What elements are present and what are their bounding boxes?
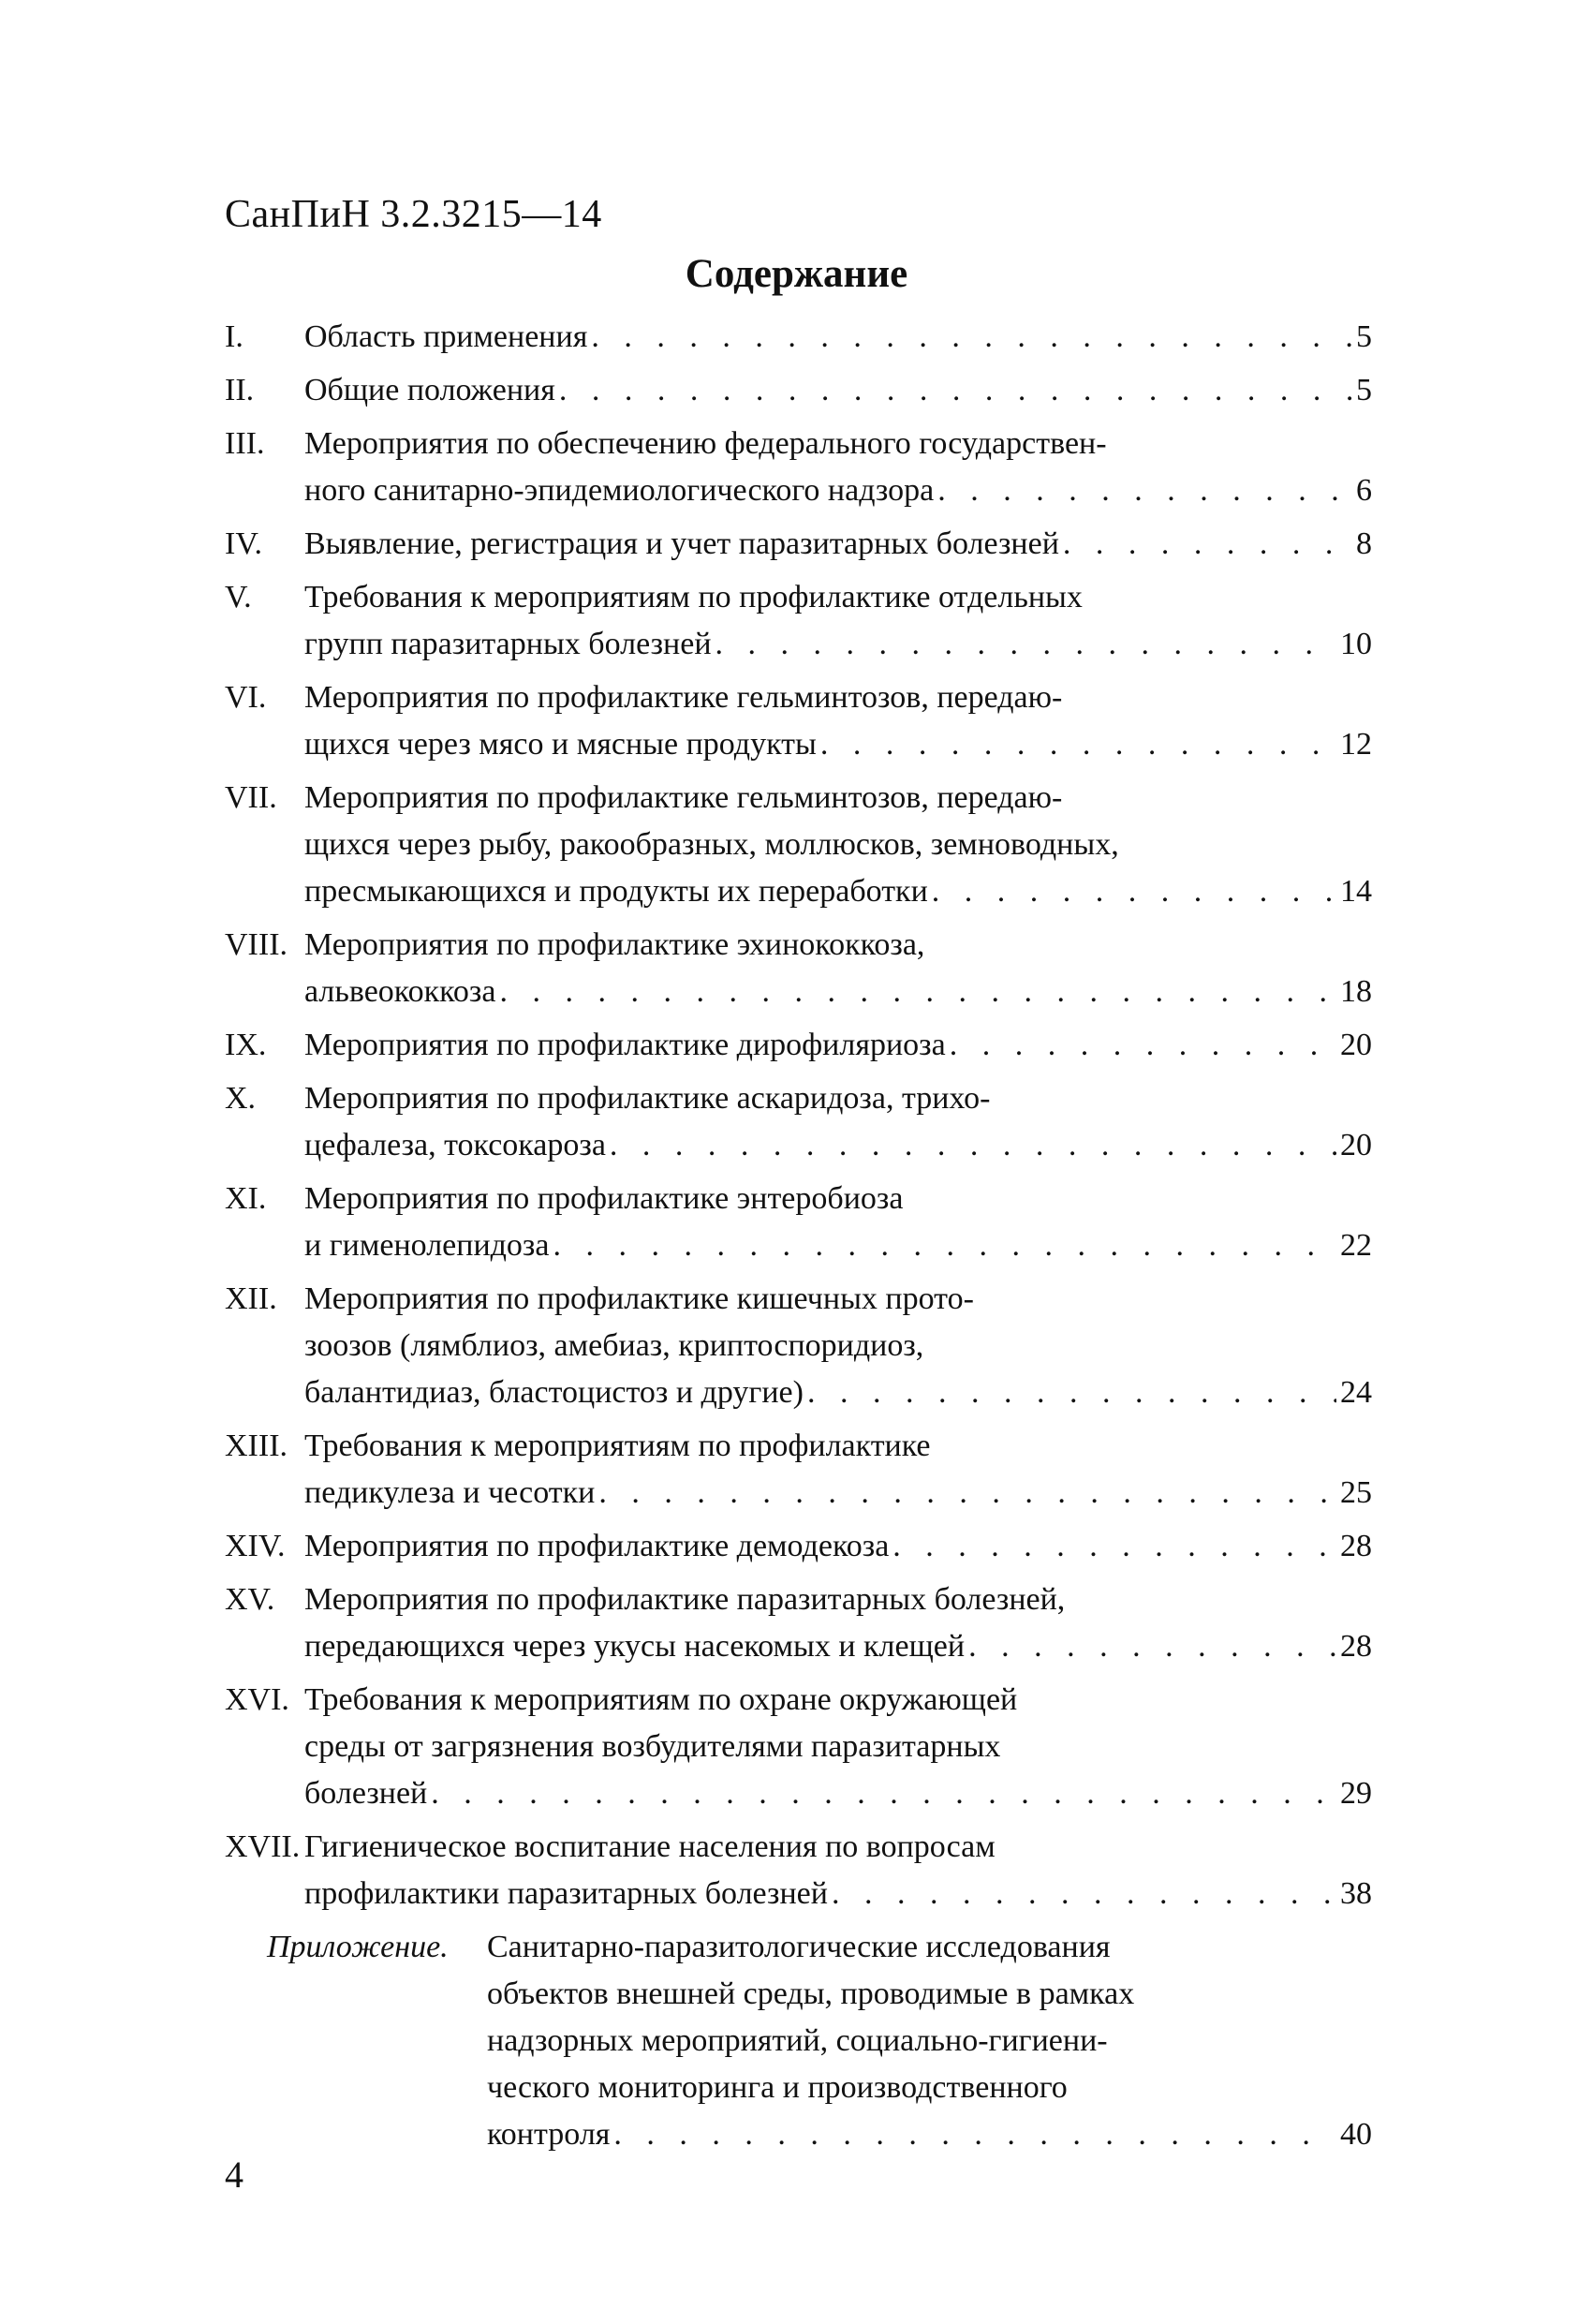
toc-entry-text: Выявление, регистрация и учет паразитарных болезней: [304, 526, 1059, 561]
toc-appendix: [225, 1924, 1372, 2158]
toc-entry-number: XI.: [225, 1181, 267, 1216]
toc-entry: [225, 521, 1372, 568]
toc-entry-page: 20: [1340, 1028, 1372, 1062]
toc-entry-page: 28: [1340, 1629, 1372, 1664]
dot-leader: [598, 1470, 1336, 1517]
dot-leader: [832, 1871, 1336, 1917]
toc-entry-text: профилактики паразитарных болезней: [304, 1876, 828, 1911]
toc-entry-last-line: [304, 1022, 1372, 1069]
toc-entry-last-line: [304, 621, 1372, 668]
toc-entry-text: Требования к мероприятиям по профилактике: [304, 1428, 931, 1463]
toc-entry-last-line: [304, 868, 1372, 915]
toc-entry-page: 18: [1340, 974, 1372, 1009]
toc-entry-number: I.: [225, 319, 243, 354]
toc-entry-text: педикулеза и чесотки: [304, 1475, 596, 1510]
toc-entry-text: Требования к мероприятиям по охране окружающей: [304, 1682, 1018, 1717]
toc-entry-number: XVI.: [225, 1682, 289, 1717]
dot-leader: [968, 1623, 1336, 1670]
toc-entry-text: ного санитарно-эпидемиологического надзора: [304, 473, 935, 508]
toc-entry-text: Общие положения: [304, 373, 555, 407]
toc-entry: [225, 421, 1372, 514]
toc-entry-text: щихся через рыбу, ракообразных, моллюсков, земноводных,: [304, 827, 1119, 862]
dot-leader: [950, 1022, 1336, 1069]
toc-entry-text: Мероприятия по профилактике демодекоза: [304, 1529, 890, 1563]
toc-entry-page: 28: [1340, 1529, 1372, 1563]
dot-leader: [591, 314, 1352, 361]
toc-entry-last-line: [304, 1871, 1372, 1917]
toc-entry-last-line: [304, 467, 1372, 514]
toc-entry-page: 5: [1356, 319, 1372, 354]
toc-entry: [225, 314, 1372, 361]
toc-entry: [225, 1677, 1372, 1817]
toc-entry-last-line: [304, 1623, 1372, 1670]
toc-entry-number: V.: [225, 580, 252, 614]
table-of-contents: [225, 314, 1372, 2158]
toc-entry-number: IV.: [225, 526, 262, 561]
toc-entry-text: Мероприятия по профилактике гельминтозов, передаю-: [304, 680, 1063, 715]
toc-entry: [225, 922, 1372, 1015]
dot-leader: [715, 621, 1336, 668]
toc-entry-last-line: [304, 1770, 1372, 1817]
dot-leader: [553, 1222, 1336, 1269]
toc-entry-page: 20: [1340, 1128, 1372, 1162]
toc-entry-text: болезней: [304, 1776, 428, 1811]
toc-entry-text: цефалеза, токсокароза: [304, 1128, 606, 1162]
toc-entry-page: 8: [1356, 526, 1372, 561]
toc-entry-text: Мероприятия по профилактике кишечных прото-: [304, 1281, 974, 1316]
appendix-text: ческого мониторинга и производственного: [487, 2070, 1068, 2105]
toc-entry-last-line: [304, 1523, 1372, 1570]
toc-entry-page: 6: [1356, 473, 1372, 508]
toc-entry-number: XIV.: [225, 1529, 286, 1563]
toc-entry-text: и гименолепидоза: [304, 1228, 550, 1263]
toc-entry-page: 38: [1340, 1876, 1372, 1911]
toc-entry-last-line: [304, 1122, 1372, 1169]
toc-entry: [225, 367, 1372, 414]
toc-entry: [225, 775, 1372, 915]
toc-entry: [225, 1176, 1372, 1269]
toc-entry-page: 10: [1340, 627, 1372, 661]
dot-leader: [937, 467, 1352, 514]
toc-entry-last-line: [304, 1369, 1372, 1416]
toc-entry-last-line: [304, 969, 1372, 1015]
toc-entry: [225, 1075, 1372, 1169]
toc-entry-text: Область применения: [304, 319, 588, 354]
toc-entry-page: 25: [1340, 1475, 1372, 1510]
toc-entry: [225, 674, 1372, 768]
toc-entry-text: Мероприятия по профилактике дирофиляриоза: [304, 1028, 946, 1062]
toc-entry-page: 29: [1340, 1776, 1372, 1811]
toc-entry-last-line: [304, 367, 1372, 414]
toc-entry-page: 12: [1340, 727, 1372, 762]
toc-entry-text: Мероприятия по профилактике паразитарных болезней,: [304, 1582, 1066, 1617]
toc-entry-text: передающихся через укусы насекомых и клещей: [304, 1629, 966, 1664]
toc-entry-text: щихся через мясо и мясные продукты: [304, 727, 817, 762]
toc-entry-text: альвеококкоза: [304, 974, 496, 1009]
toc-entry-text: Мероприятия по профилактике эхинококкоза,: [304, 927, 925, 962]
dot-leader: [610, 1122, 1336, 1169]
dot-leader: [499, 969, 1336, 1015]
toc-entry-number: IX.: [225, 1028, 267, 1062]
appendix-page: 40: [1340, 2117, 1372, 2152]
toc-title: Содержание: [685, 252, 908, 296]
toc-entry-text: Требования к мероприятиям по профилактике отдельных: [304, 580, 1083, 614]
toc-entry-number: VII.: [225, 780, 277, 815]
toc-entry-text: Мероприятия по профилактике аскаридоза, трихо-: [304, 1081, 991, 1116]
toc-entry-last-line: [304, 314, 1372, 361]
dot-leader: [431, 1770, 1336, 1817]
toc-entry-text: пресмыкающихся и продукты их переработки: [304, 874, 928, 909]
appendix-text: объектов внешней среды, проводимые в рамках: [487, 1976, 1135, 2011]
toc-entry: [225, 1576, 1372, 1670]
dot-leader: [932, 868, 1336, 915]
toc-entry-text: балантидиаз, бластоцистоз и другие): [304, 1375, 804, 1410]
dot-leader: [820, 721, 1336, 768]
toc-entry: [225, 1022, 1372, 1069]
toc-entry-text: групп паразитарных болезней: [304, 627, 712, 661]
toc-entry: [225, 1824, 1372, 1917]
toc-entry-number: X.: [225, 1081, 257, 1116]
toc-entry-page: 22: [1340, 1228, 1372, 1263]
toc-entry-number: VI.: [225, 680, 267, 715]
dot-leader: [559, 367, 1352, 414]
toc-entry-number: VIII.: [225, 927, 288, 962]
toc-entry-text: Мероприятия по профилактике гельминтозов, передаю-: [304, 780, 1063, 815]
toc-entry-last-line: [304, 1470, 1372, 1517]
toc-entry-text: зоозов (лямблиоз, амебиаз, криптоспоридиоз,: [304, 1328, 924, 1363]
toc-entry-number: XII.: [225, 1281, 277, 1316]
dot-leader: [807, 1369, 1336, 1416]
dot-leader: [1063, 521, 1352, 568]
toc-entry-number: III.: [225, 426, 265, 461]
toc-entry-last-line: [304, 721, 1372, 768]
toc-entry: [225, 1276, 1372, 1416]
toc-entry: [225, 1423, 1372, 1517]
appendix-label: Приложение.: [267, 1930, 449, 1964]
toc-entry-last-line: [304, 521, 1372, 568]
document-code: СанПиН 3.2.3215—14: [225, 193, 602, 236]
dot-leader: [613, 2111, 1336, 2158]
toc-entry-page: 24: [1340, 1375, 1372, 1410]
appendix-text: надзорных мероприятий, социально-гигиени-: [487, 2023, 1108, 2058]
toc-entry-text: Мероприятия по обеспечению федерального государствен-: [304, 426, 1107, 461]
toc-entry-number: II.: [225, 373, 255, 407]
appendix-last-line: [487, 2111, 1372, 2158]
toc-entry-last-line: [304, 1222, 1372, 1269]
toc-entry: [225, 574, 1372, 668]
toc-entry-text: Мероприятия по профилактике энтеробиоза: [304, 1181, 904, 1216]
toc-entry: [225, 1523, 1372, 1570]
toc-entry-number: XIII.: [225, 1428, 288, 1463]
toc-entry-page: 14: [1340, 874, 1372, 909]
toc-entry-page: 5: [1356, 373, 1372, 407]
dot-leader: [892, 1523, 1336, 1570]
toc-entry-text: Гигиеническое воспитание населения по вопросам: [304, 1829, 996, 1864]
toc-entry-number: XV.: [225, 1582, 275, 1617]
toc-entry-text: среды от загрязнения возбудителями паразитарных: [304, 1729, 1001, 1764]
toc-entry-number: XVII.: [225, 1829, 301, 1864]
appendix-text: контроля: [487, 2117, 611, 2152]
appendix-text: Санитарно-паразитологические исследования: [487, 1930, 1111, 1964]
page-number: 4: [225, 2154, 243, 2196]
